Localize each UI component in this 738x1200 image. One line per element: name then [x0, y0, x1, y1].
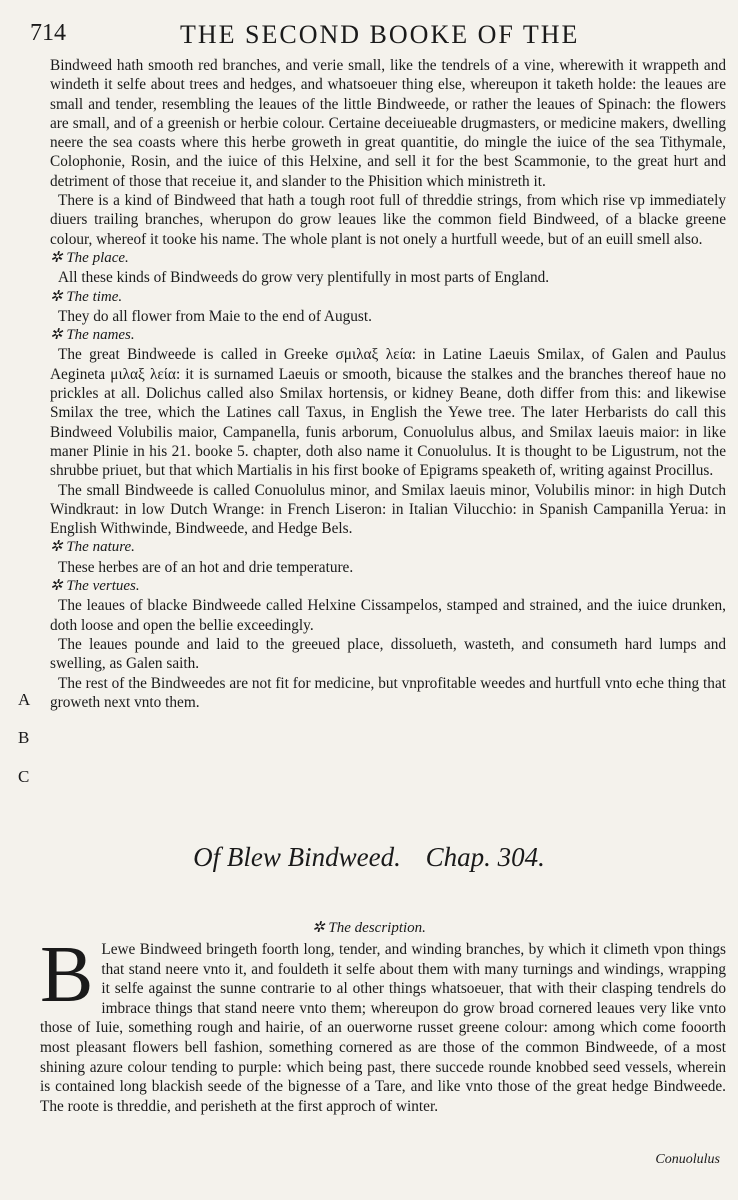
section-text-place: All these kinds of Bindweeds do grow very plentifully in most parts of England. — [58, 269, 550, 287]
vertue-b: The leaues pounde and laid to the greeued place, dissolueth, wasteth, and consumeth hard lumps and swelling, as Galen saith. — [50, 635, 726, 673]
margin-letter-c: C — [18, 767, 30, 786]
section-heading-nature: ✲ The nature. — [50, 539, 135, 556]
body-text-top — [50, 56, 726, 712]
paragraph-helxine: Bindweed hath smooth red branches, and verie small, like the tendrels of a vine, wherewith it wrappeth and windeth it selfe about trees and hedges, and whatsoeuer thing else, whereupon it taketh holde: the leaues are small and tender, resembling the leaues of the little Bindweede, or rather the leaues of Spinach: the flowers are small, and of a greenish or herbie colour. Certaine deceiueable drugmasters, or medicine makers, dwelling neere the sea coasts where this herbe groweth in great quantitie, do mingle the iuice of the sea Tithymale, Colophonie, Rosin, and the iuice of this Helxine, and sell it for the best Scammonie, to the great hurt and detriment of those that receiue it, and slander to the Phisition which ministreth it. — [50, 57, 726, 190]
page-number: 714 — [30, 20, 66, 46]
margin-letter-a: A — [18, 690, 31, 709]
page-header — [30, 20, 718, 54]
section-heading-description: ✲ The description. — [312, 920, 426, 936]
drop-cap: B — [40, 931, 94, 1019]
chapter-heading — [0, 842, 738, 873]
running-head: THE SECOND BOOKE OF THE — [180, 20, 580, 49]
section-text-time: They do all flower from Maie to the end of August. — [58, 307, 372, 325]
chapter-number: Chap. 304. — [425, 842, 545, 872]
catchword: Conuolulus — [655, 1152, 720, 1167]
vertue-c: The rest of the Bindweedes are not fit for medicine, but vnprofitable weedes and hurtfull vnto eche thing that groweth next vnto them. — [50, 674, 726, 711]
section-heading-place: ✲ The place. — [50, 249, 129, 266]
margin-letter-b: B — [18, 728, 30, 747]
description-text: Lewe Bindweed bringeth foorth long, tender, and winding branches, by which it climeth vpon things that stand neere vnto it, and fouldeth it selfe about them with many turnings and windings, wrapping it selfe against the sunne contrarie to al other things whatsoeuer, that with their clasping tendrels do imbrace things that stand neere vnto them; whereupon do grow broad cornered leaues very like vnto those of Iuie, something rough and hairie, of an ouerworne russet greene colour: among which come fooorth most pleasant flowers bell fashion, something cornered as are those of the common Bindweede, of a most shining azure colour tending to purple: which being past, there succede rounde knobbed seed vessels, wherein is contained long blackish seede of the bignesse of a Tare, and like vnto those of the great hedge Bindweede. The roote is threddie, and perisheth at the first approch of winter. — [40, 941, 726, 1115]
description-block — [40, 931, 726, 1116]
section-text-nature: These herbes are of an hot and drie temperature. — [58, 558, 354, 576]
chapter-title: Of Blew Bindweed. — [193, 842, 401, 872]
section-text-names-2: The small Bindweede is called Conuolulus minor, and Smilax laeuis minor, Volubilis minor: in high Dutch Windkraut: in low Dutch Wrange: in French Liseron: in Italian Vilucchio: in Spanish Campanilla Yerua: in English Withwinde, Bindweede, and Hedge Bels. — [50, 481, 726, 538]
section-heading-time: ✲ The time. — [50, 288, 123, 305]
vertue-a: The leaues of blacke Bindweede called Helxine Cissampelos, stamped and strained, and the iuice drunken, doth loose and open the bellie exceedingly. — [50, 597, 726, 634]
paragraph-black-bindweed: There is a kind of Bindweed that hath a tough root full of threddie strings, from which rise vp immediately diuers trailing branches, wherupon do grow leaues like the common field Bindweed, of a blacke greene colour, whereof it tooke his name. The whole plant is not onely a hurtfull weede, but of an euill smell also. — [50, 192, 726, 248]
section-text-names-1: The great Bindweede is called in Greeke σμιλαξ λεία: in Latine Laeuis Smilax, of Galen and Paulus Aegineta μιλαξ λεία: it is surnamed Laeuis or smooth, bicause the stalkes and the branches thereof haue no prickles at all. Dolichus called also Smilax hortensis, or kidney Beane, doth differ from this: and likewise Smilax the tree, which the Latines call Taxus, in English the Yewe tree. The later Herbarists do call this Bindweed Volubilis maior, Campanella, funis arborum, Conuolulus albus, and Smilax laeuis maior: in like maner Plinie in his 21. booke 5. chapter, doth also name it Conuolulus. It is thought to be Ligustrum, not the shrubbe priuet, but that which Martialis in his first booke of Epigrams speaketh of, writing against Procillus. — [50, 346, 726, 480]
section-heading-vertues: ✲ The vertues. — [50, 578, 140, 595]
section-heading-names: ✲ The names. — [50, 327, 135, 344]
